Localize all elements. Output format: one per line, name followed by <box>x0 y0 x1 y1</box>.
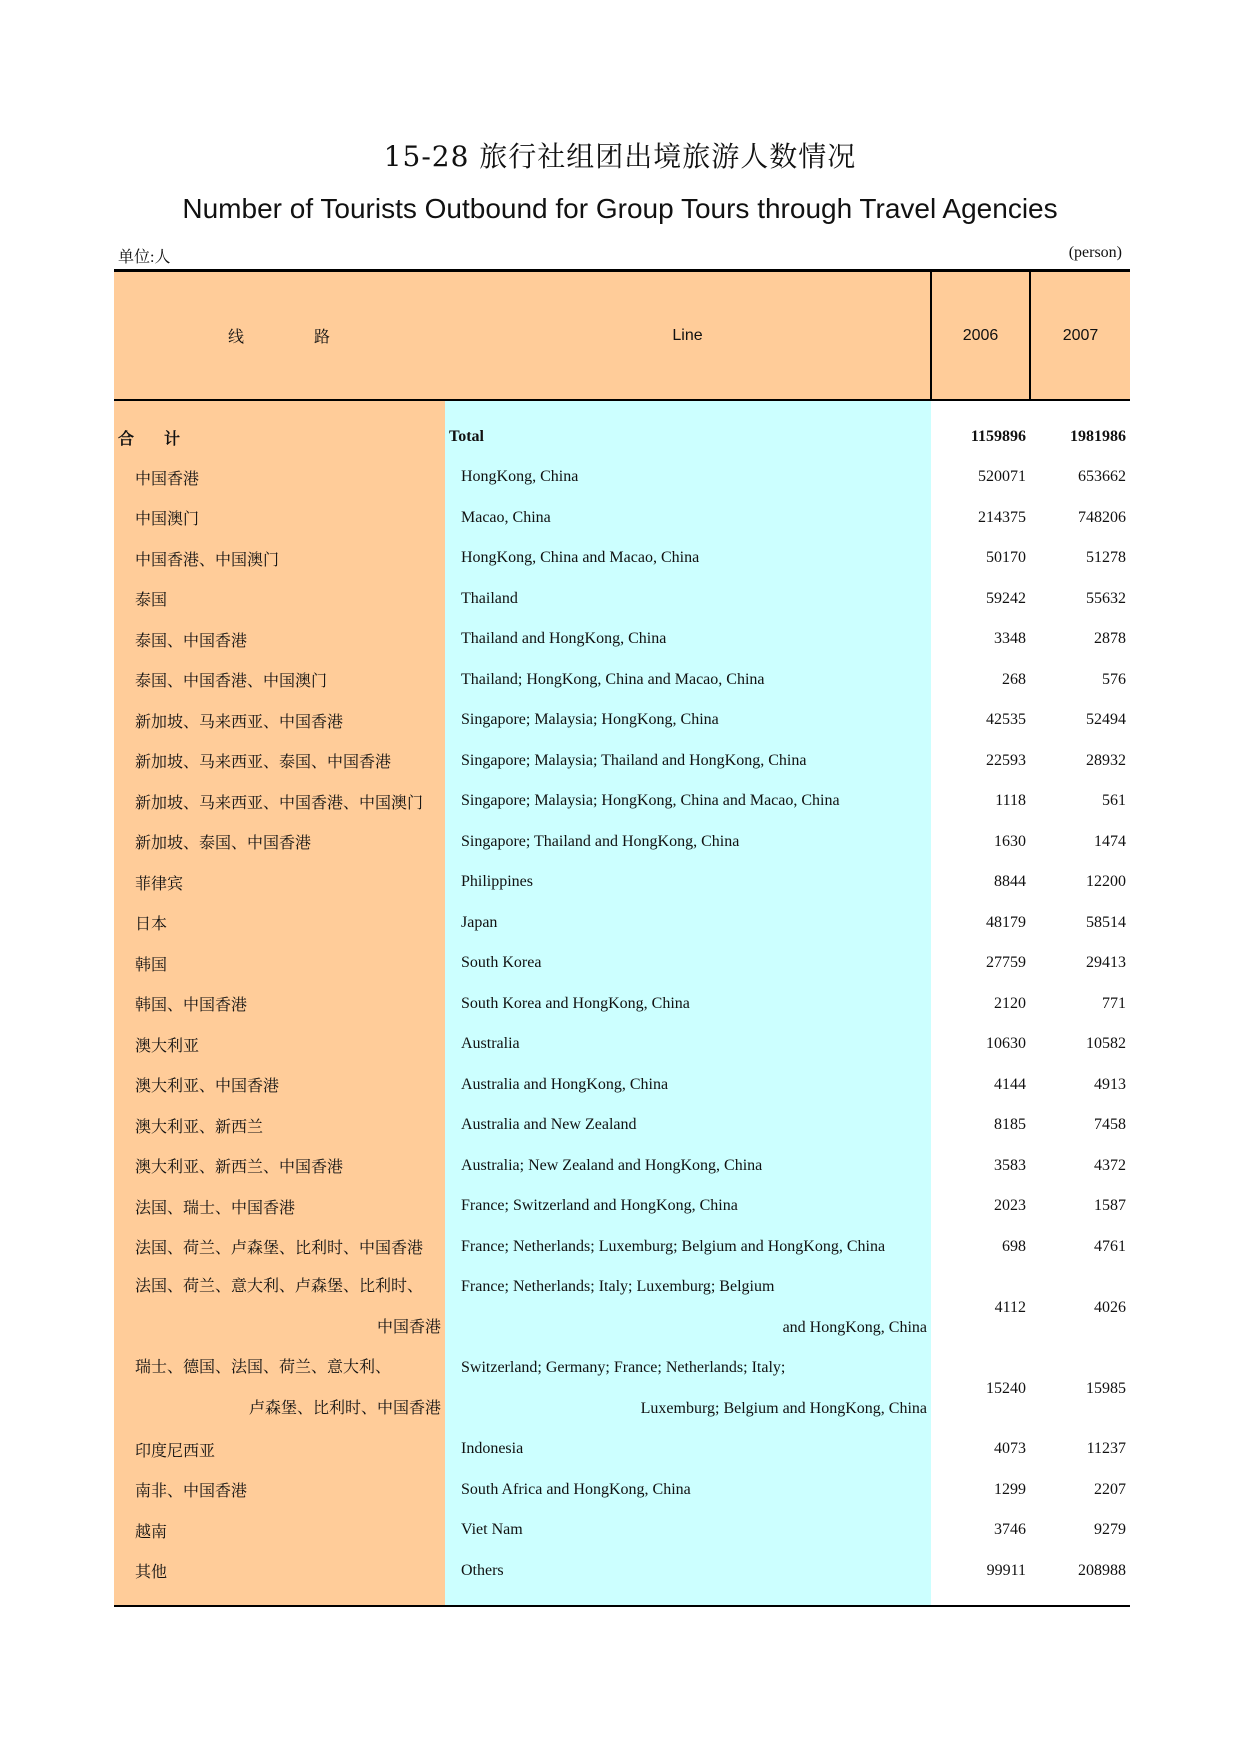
table-row <box>114 1429 1130 1470</box>
row-label-en: Singapore; Malaysia; HongKong, China <box>445 700 931 741</box>
row-value-2006: 48179 <box>931 903 1030 944</box>
row-label-en: Australia and HongKong, China <box>445 1065 931 1106</box>
row-label-cn: 泰国 <box>114 579 445 620</box>
row-label-en-line2: Luxemburg; Belgium and HongKong, China <box>640 1399 927 1417</box>
row-label-en: France; Netherlands; Luxemburg; Belgium and HongKong, China <box>445 1227 931 1268</box>
table-row <box>114 1146 1130 1187</box>
row-value-2006: 4144 <box>931 1065 1030 1106</box>
row-value-2007: 7458 <box>1030 1105 1130 1146</box>
table-row <box>114 538 1130 579</box>
row-value-2006: 99911 <box>931 1551 1030 1607</box>
row-label-en: Thailand <box>445 579 931 620</box>
total-row <box>114 400 1130 457</box>
row-value-2006: 2120 <box>931 984 1030 1025</box>
row-label-cn: 印度尼西亚 <box>114 1429 445 1470</box>
total-label-en: Total <box>445 400 931 457</box>
row-value-2007: 4761 <box>1030 1227 1130 1268</box>
row-value-2007: 15985 <box>1030 1348 1130 1429</box>
row-value-2007: 51278 <box>1030 538 1130 579</box>
row-label-en: HongKong, China and Macao, China <box>445 538 931 579</box>
row-label-en: Macao, China <box>445 498 931 539</box>
row-value-2006: 3746 <box>931 1510 1030 1551</box>
tourists-table <box>114 269 1130 1607</box>
row-value-2006: 3348 <box>931 619 1030 660</box>
row-value-2006: 214375 <box>931 498 1030 539</box>
row-label-en <box>445 1348 931 1429</box>
row-label-cn: 澳大利亚、中国香港 <box>114 1065 445 1106</box>
row-value-2007: 4372 <box>1030 1146 1130 1187</box>
row-label-cn: 法国、荷兰、卢森堡、比利时、中国香港 <box>114 1227 445 1268</box>
table-row <box>114 1348 1130 1429</box>
total-2007: 1981986 <box>1030 400 1130 457</box>
row-label-cn: 日本 <box>114 903 445 944</box>
header-line-cn: 线 路 <box>114 271 445 401</box>
row-label-en-line1: France; Netherlands; Italy; Luxemburg; Belgium <box>461 1278 775 1295</box>
row-label-cn-line2: 中国香港 <box>376 1318 441 1336</box>
row-label-cn: 新加坡、马来西亚、泰国、中国香港 <box>114 741 445 782</box>
row-label-cn-line2: 卢森堡、比利时、中国香港 <box>248 1399 441 1417</box>
row-value-2007: 4913 <box>1030 1065 1130 1106</box>
row-label-cn: 其他 <box>114 1551 445 1607</box>
row-label-en: South Korea <box>445 943 931 984</box>
row-label-cn: 越南 <box>114 1510 445 1551</box>
row-value-2006: 2023 <box>931 1186 1030 1227</box>
row-label-cn: 中国香港 <box>114 457 445 498</box>
row-value-2007: 748206 <box>1030 498 1130 539</box>
unit-label-en: (person) <box>1068 244 1122 261</box>
table-row <box>114 579 1130 620</box>
row-label-cn: 新加坡、马来西亚、中国香港、中国澳门 <box>114 781 445 822</box>
row-value-2007: 561 <box>1030 781 1130 822</box>
table-row <box>114 822 1130 863</box>
row-value-2007: 4026 <box>1030 1267 1130 1348</box>
row-label-cn: 韩国、中国香港 <box>114 984 445 1025</box>
table-row <box>114 781 1130 822</box>
row-label-cn: 新加坡、马来西亚、中国香港 <box>114 700 445 741</box>
row-label-en <box>445 1267 931 1348</box>
row-label-en-line2: and HongKong, China <box>782 1318 927 1336</box>
row-label-cn: 法国、瑞士、中国香港 <box>114 1186 445 1227</box>
header-line-en: Line <box>445 271 931 401</box>
table-row <box>114 1551 1130 1607</box>
row-label-cn-line1: 法国、荷兰、意大利、卢森堡、比利时、 <box>135 1278 424 1295</box>
row-value-2007: 55632 <box>1030 579 1130 620</box>
row-value-2006: 3583 <box>931 1146 1030 1187</box>
total-label-cn: 合 计 <box>114 400 445 457</box>
row-label-cn: 泰国、中国香港、中国澳门 <box>114 660 445 701</box>
unit-label-cn: 单位:人 <box>118 249 171 266</box>
row-value-2006: 10630 <box>931 1024 1030 1065</box>
row-label-en: Japan <box>445 903 931 944</box>
row-value-2006: 59242 <box>931 579 1030 620</box>
table-row <box>114 984 1130 1025</box>
page-title-cn: 15-28 旅行社组团出境旅游人数情况 <box>383 140 857 173</box>
row-label-en: Thailand; HongKong, China and Macao, China <box>445 660 931 701</box>
row-label-en: Singapore; Thailand and HongKong, China <box>445 822 931 863</box>
row-label-en: Australia <box>445 1024 931 1065</box>
row-label-en: Singapore; Malaysia; Thailand and HongKong, China <box>445 741 931 782</box>
row-label-en: Australia and New Zealand <box>445 1105 931 1146</box>
row-value-2006: 42535 <box>931 700 1030 741</box>
row-value-2007: 28932 <box>1030 741 1130 782</box>
table-row <box>114 1267 1130 1348</box>
row-label-cn: 韩国 <box>114 943 445 984</box>
row-value-2007: 10582 <box>1030 1024 1130 1065</box>
row-label-cn: 南非、中国香港 <box>114 1470 445 1511</box>
row-label-cn: 中国香港、中国澳门 <box>114 538 445 579</box>
row-value-2006: 8185 <box>931 1105 1030 1146</box>
table-row <box>114 1105 1130 1146</box>
row-value-2006: 520071 <box>931 457 1030 498</box>
row-label-en: HongKong, China <box>445 457 931 498</box>
row-label-cn: 泰国、中国香港 <box>114 619 445 660</box>
row-value-2007: 12200 <box>1030 862 1130 903</box>
total-2006: 1159896 <box>931 400 1030 457</box>
row-value-2006: 698 <box>931 1227 1030 1268</box>
row-value-2007: 208988 <box>1030 1551 1130 1607</box>
table-row <box>114 660 1130 701</box>
row-value-2007: 9279 <box>1030 1510 1130 1551</box>
row-label-en: Viet Nam <box>445 1510 931 1551</box>
row-label-cn: 澳大利亚、新西兰、中国香港 <box>114 1146 445 1187</box>
row-value-2006: 15240 <box>931 1348 1030 1429</box>
row-label-cn <box>114 1348 445 1429</box>
row-label-cn-line1: 瑞士、德国、法国、荷兰、意大利、 <box>135 1359 392 1376</box>
row-value-2007: 58514 <box>1030 903 1130 944</box>
row-value-2006: 268 <box>931 660 1030 701</box>
page-title-en: Number of Tourists Outbound for Group Tours through Travel Agencies <box>182 193 1058 224</box>
row-label-en: Others <box>445 1551 931 1607</box>
table-row <box>114 619 1130 660</box>
table-row <box>114 943 1130 984</box>
table-row <box>114 1227 1130 1268</box>
row-value-2006: 4112 <box>931 1267 1030 1348</box>
row-label-en: Singapore; Malaysia; HongKong, China and Macao, China <box>445 781 931 822</box>
table-row <box>114 1186 1130 1227</box>
table-row <box>114 1510 1130 1551</box>
row-value-2007: 29413 <box>1030 943 1130 984</box>
row-label-en: Thailand and HongKong, China <box>445 619 931 660</box>
row-label-en: France; Switzerland and HongKong, China <box>445 1186 931 1227</box>
row-label-en: South Korea and HongKong, China <box>445 984 931 1025</box>
row-value-2006: 50170 <box>931 538 1030 579</box>
row-label-cn <box>114 1267 445 1348</box>
row-value-2007: 1587 <box>1030 1186 1130 1227</box>
row-value-2006: 1118 <box>931 781 1030 822</box>
row-value-2006: 27759 <box>931 943 1030 984</box>
row-label-cn: 中国澳门 <box>114 498 445 539</box>
table-row <box>114 741 1130 782</box>
table-row <box>114 1470 1130 1511</box>
row-label-cn: 澳大利亚、新西兰 <box>114 1105 445 1146</box>
row-value-2007: 2207 <box>1030 1470 1130 1511</box>
row-label-cn: 澳大利亚 <box>114 1024 445 1065</box>
row-value-2007: 1474 <box>1030 822 1130 863</box>
row-value-2006: 1630 <box>931 822 1030 863</box>
row-label-en: Indonesia <box>445 1429 931 1470</box>
row-label-cn: 菲律宾 <box>114 862 445 903</box>
row-label-en-line1: Switzerland; Germany; France; Netherlands; Italy; <box>461 1359 786 1376</box>
row-label-en: Philippines <box>445 862 931 903</box>
row-value-2006: 4073 <box>931 1429 1030 1470</box>
row-value-2006: 8844 <box>931 862 1030 903</box>
row-label-cn: 新加坡、泰国、中国香港 <box>114 822 445 863</box>
header-year-2007: 2007 <box>1030 271 1130 401</box>
table-row <box>114 862 1130 903</box>
row-value-2007: 771 <box>1030 984 1130 1025</box>
row-value-2007: 576 <box>1030 660 1130 701</box>
table-row <box>114 1024 1130 1065</box>
row-label-en: Australia; New Zealand and HongKong, China <box>445 1146 931 1187</box>
table-row <box>114 1065 1130 1106</box>
table-row <box>114 903 1130 944</box>
table-row <box>114 498 1130 539</box>
row-value-2007: 2878 <box>1030 619 1130 660</box>
table-row <box>114 457 1130 498</box>
row-value-2007: 11237 <box>1030 1429 1130 1470</box>
table-header-row <box>114 271 1130 401</box>
row-value-2006: 22593 <box>931 741 1030 782</box>
row-label-en: South Africa and HongKong, China <box>445 1470 931 1511</box>
header-year-2006: 2006 <box>931 271 1030 401</box>
row-value-2007: 52494 <box>1030 700 1130 741</box>
table-row <box>114 700 1130 741</box>
row-value-2006: 1299 <box>931 1470 1030 1511</box>
row-value-2007: 653662 <box>1030 457 1130 498</box>
